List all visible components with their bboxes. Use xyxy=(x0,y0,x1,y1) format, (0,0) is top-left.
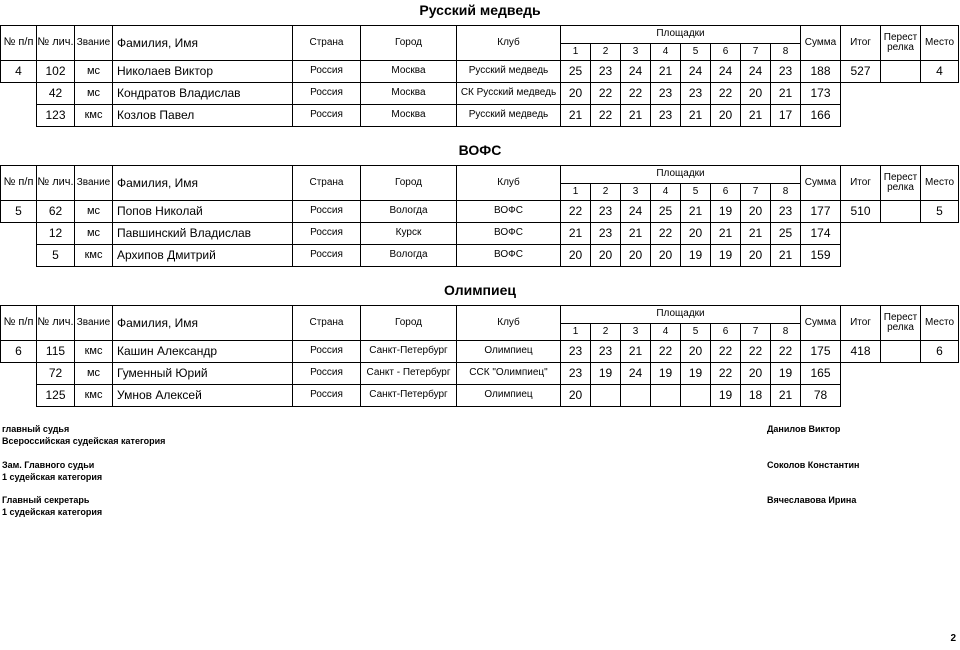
team-results-table xyxy=(0,165,959,267)
header-site-number: 5 xyxy=(681,44,711,61)
header-club: Клуб xyxy=(457,306,561,341)
empty-cell xyxy=(881,83,921,105)
empty-cell xyxy=(921,223,959,245)
license-number: 42 xyxy=(37,83,75,105)
header-site-number: 4 xyxy=(651,324,681,341)
empty-cell xyxy=(921,363,959,385)
license-number: 62 xyxy=(37,201,75,223)
site-score: 23 xyxy=(651,105,681,127)
site-score: 20 xyxy=(741,245,771,267)
site-score: 23 xyxy=(561,341,591,363)
official-chief-secretary xyxy=(2,494,102,518)
site-score: 22 xyxy=(651,223,681,245)
header-site-number: 5 xyxy=(681,184,711,201)
site-score: 24 xyxy=(621,61,651,83)
athlete-name: Архипов Дмитрий xyxy=(113,245,293,267)
athlete-name: Кашин Александр xyxy=(113,341,293,363)
header-rank: Звание xyxy=(75,26,113,61)
athlete-name: Павшинский Владислав xyxy=(113,223,293,245)
site-score: 21 xyxy=(651,61,681,83)
site-score: 23 xyxy=(771,201,801,223)
team-place: 6 xyxy=(921,341,959,363)
site-score: 23 xyxy=(681,83,711,105)
header-site-number: 5 xyxy=(681,324,711,341)
header-site-number: 8 xyxy=(771,44,801,61)
site-score: 20 xyxy=(681,341,711,363)
site-score: 24 xyxy=(741,61,771,83)
site-score xyxy=(651,385,681,407)
athlete-country: Россия xyxy=(293,385,361,407)
header-city: Город xyxy=(361,306,457,341)
athlete-row xyxy=(1,223,959,245)
empty-cell xyxy=(1,223,37,245)
header-shootoff: Перест релка xyxy=(881,26,921,61)
empty-cell xyxy=(841,105,881,127)
site-score: 18 xyxy=(741,385,771,407)
official-role: Главный секретарь xyxy=(2,495,90,505)
header-site-number: 4 xyxy=(651,44,681,61)
team-position: 4 xyxy=(1,61,37,83)
athlete-name: Гуменный Юрий xyxy=(113,363,293,385)
athlete-club: СК Русский медведь xyxy=(457,83,561,105)
site-score: 23 xyxy=(591,61,621,83)
header-sum: Сумма xyxy=(801,26,841,61)
site-score: 20 xyxy=(651,245,681,267)
empty-cell xyxy=(841,245,881,267)
athlete-country: Россия xyxy=(293,223,361,245)
license-number: 115 xyxy=(37,341,75,363)
site-score: 21 xyxy=(621,341,651,363)
header-name: Фамилия, Имя xyxy=(113,26,293,61)
site-score: 19 xyxy=(711,245,741,267)
official-role: Зам. Главного судьи xyxy=(2,460,95,470)
score-sum: 78 xyxy=(801,385,841,407)
header-site-number: 8 xyxy=(771,324,801,341)
site-score: 21 xyxy=(741,105,771,127)
team-title: ВОФС xyxy=(458,142,502,158)
athlete-club: Олимпиец xyxy=(457,385,561,407)
athlete-city: Вологда xyxy=(361,201,457,223)
athlete-city: Москва xyxy=(361,83,457,105)
site-score: 21 xyxy=(771,245,801,267)
site-score: 25 xyxy=(651,201,681,223)
score-sum: 174 xyxy=(801,223,841,245)
site-score: 22 xyxy=(591,105,621,127)
site-score: 20 xyxy=(561,83,591,105)
official-chief-judge-name: Данилов Виктор xyxy=(767,424,841,434)
score-sum: 166 xyxy=(801,105,841,127)
license-number: 102 xyxy=(37,61,75,83)
athlete-row xyxy=(1,341,959,363)
score-sum: 188 xyxy=(801,61,841,83)
site-score: 21 xyxy=(771,83,801,105)
site-score: 24 xyxy=(681,61,711,83)
athlete-country: Россия xyxy=(293,83,361,105)
header-site-number: 2 xyxy=(591,44,621,61)
site-score: 22 xyxy=(591,83,621,105)
site-score: 24 xyxy=(711,61,741,83)
athlete-city: Санкт-Петербург xyxy=(361,385,457,407)
header-rank: Звание xyxy=(75,166,113,201)
header-country: Страна xyxy=(293,306,361,341)
empty-cell xyxy=(881,223,921,245)
header-sites: Площадки xyxy=(561,26,801,44)
empty-cell xyxy=(1,363,37,385)
athlete-name: Николаев Виктор xyxy=(113,61,293,83)
header-num-lic: № лич. xyxy=(37,26,75,61)
official-deputy-judge-name: Соколов Константин xyxy=(767,460,860,470)
team-place: 4 xyxy=(921,61,959,83)
header-site-number: 6 xyxy=(711,324,741,341)
site-score: 19 xyxy=(681,245,711,267)
site-score: 25 xyxy=(561,61,591,83)
site-score: 23 xyxy=(591,341,621,363)
athlete-country: Россия xyxy=(293,105,361,127)
site-score: 21 xyxy=(741,223,771,245)
athlete-country: Россия xyxy=(293,341,361,363)
header-site-number: 1 xyxy=(561,324,591,341)
athlete-rank: мс xyxy=(75,83,113,105)
header-place: Место xyxy=(921,166,959,201)
athlete-city: Москва xyxy=(361,61,457,83)
site-score: 20 xyxy=(561,245,591,267)
header-total: Итог xyxy=(841,26,881,61)
shootoff-cell xyxy=(881,341,921,363)
header-site-number: 6 xyxy=(711,44,741,61)
athlete-name: Попов Николай xyxy=(113,201,293,223)
header-country: Страна xyxy=(293,26,361,61)
score-sum: 175 xyxy=(801,341,841,363)
header-sites: Площадки xyxy=(561,306,801,324)
header-num-lic: № лич. xyxy=(37,306,75,341)
athlete-rank: кмс xyxy=(75,385,113,407)
shootoff-cell xyxy=(881,201,921,223)
team-results-table xyxy=(0,305,959,407)
athlete-row xyxy=(1,201,959,223)
header-site-number: 3 xyxy=(621,324,651,341)
site-score: 20 xyxy=(621,245,651,267)
site-score: 23 xyxy=(561,363,591,385)
site-score: 20 xyxy=(741,201,771,223)
header-sum: Сумма xyxy=(801,166,841,201)
site-score: 20 xyxy=(561,385,591,407)
site-score: 23 xyxy=(771,61,801,83)
empty-cell xyxy=(841,223,881,245)
header-num-pp: № п/п xyxy=(1,26,37,61)
empty-cell xyxy=(921,385,959,407)
header-place: Место xyxy=(921,306,959,341)
site-score: 20 xyxy=(711,105,741,127)
header-sum: Сумма xyxy=(801,306,841,341)
site-score: 20 xyxy=(591,245,621,267)
team-total: 418 xyxy=(841,341,881,363)
header-site-number: 8 xyxy=(771,184,801,201)
header-club: Клуб xyxy=(457,26,561,61)
license-number: 123 xyxy=(37,105,75,127)
header-site-number: 7 xyxy=(741,324,771,341)
header-site-number: 1 xyxy=(561,44,591,61)
athlete-city: Москва xyxy=(361,105,457,127)
athlete-row xyxy=(1,385,959,407)
athlete-city: Санкт-Петербург xyxy=(361,341,457,363)
header-site-number: 3 xyxy=(621,184,651,201)
header-row xyxy=(1,26,959,44)
header-place: Место xyxy=(921,26,959,61)
athlete-name: Козлов Павел xyxy=(113,105,293,127)
team-position: 6 xyxy=(1,341,37,363)
header-site-number: 2 xyxy=(591,324,621,341)
athlete-club: Русский медведь xyxy=(457,61,561,83)
site-score xyxy=(591,385,621,407)
official-chief-judge xyxy=(2,423,165,447)
athlete-club: ВОФС xyxy=(457,223,561,245)
score-sum: 165 xyxy=(801,363,841,385)
site-score: 24 xyxy=(621,363,651,385)
site-score: 21 xyxy=(711,223,741,245)
site-score: 20 xyxy=(741,363,771,385)
header-site-number: 6 xyxy=(711,184,741,201)
athlete-rank: кмс xyxy=(75,105,113,127)
athlete-club: Русский медведь xyxy=(457,105,561,127)
empty-cell xyxy=(841,385,881,407)
athlete-rank: мс xyxy=(75,363,113,385)
header-row xyxy=(1,166,959,184)
empty-cell xyxy=(921,245,959,267)
athlete-country: Россия xyxy=(293,245,361,267)
page-number: 2 xyxy=(950,633,956,644)
header-site-number: 3 xyxy=(621,44,651,61)
site-score: 19 xyxy=(711,385,741,407)
athlete-rank: кмс xyxy=(75,341,113,363)
header-city: Город xyxy=(361,26,457,61)
site-score: 24 xyxy=(621,201,651,223)
athlete-club: Олимпиец xyxy=(457,341,561,363)
site-score: 21 xyxy=(561,105,591,127)
empty-cell xyxy=(881,245,921,267)
site-score: 23 xyxy=(591,223,621,245)
athlete-name: Умнов Алексей xyxy=(113,385,293,407)
site-score: 21 xyxy=(621,105,651,127)
header-num-lic: № лич. xyxy=(37,166,75,201)
header-name: Фамилия, Имя xyxy=(113,306,293,341)
header-site-number: 2 xyxy=(591,184,621,201)
header-shootoff: Перест релка xyxy=(881,166,921,201)
site-score: 22 xyxy=(621,83,651,105)
empty-cell xyxy=(1,105,37,127)
athlete-row xyxy=(1,105,959,127)
athlete-city: Курск xyxy=(361,223,457,245)
athlete-country: Россия xyxy=(293,61,361,83)
header-num-pp: № п/п xyxy=(1,306,37,341)
official-deputy-judge xyxy=(2,459,102,483)
site-score xyxy=(621,385,651,407)
athlete-city: Санкт - Петербург xyxy=(361,363,457,385)
site-score: 22 xyxy=(711,363,741,385)
official-category: 1 судейская категория xyxy=(2,507,103,517)
team-total: 527 xyxy=(841,61,881,83)
header-name: Фамилия, Имя xyxy=(113,166,293,201)
header-total: Итог xyxy=(841,306,881,341)
header-site-number: 4 xyxy=(651,184,681,201)
header-sites: Площадки xyxy=(561,166,801,184)
site-score: 22 xyxy=(771,341,801,363)
license-number: 5 xyxy=(37,245,75,267)
header-row xyxy=(1,306,959,324)
site-score: 21 xyxy=(681,201,711,223)
header-site-number: 7 xyxy=(741,44,771,61)
athlete-rank: кмс xyxy=(75,245,113,267)
site-score: 22 xyxy=(711,83,741,105)
header-site-number: 7 xyxy=(741,184,771,201)
header-city: Город xyxy=(361,166,457,201)
official-category: 1 судейская категория xyxy=(2,472,103,482)
athlete-rank: мс xyxy=(75,201,113,223)
header-site-number: 1 xyxy=(561,184,591,201)
empty-cell xyxy=(881,385,921,407)
site-score xyxy=(681,385,711,407)
empty-cell xyxy=(921,83,959,105)
team-total: 510 xyxy=(841,201,881,223)
athlete-rank: мс xyxy=(75,223,113,245)
official-category: Всероссийская судейская категория xyxy=(2,436,166,446)
empty-cell xyxy=(921,105,959,127)
site-score: 19 xyxy=(651,363,681,385)
official-chief-secretary-name: Вячеславова Ирина xyxy=(767,495,857,505)
athlete-name: Кондратов Владислав xyxy=(113,83,293,105)
site-score: 22 xyxy=(711,341,741,363)
site-score: 23 xyxy=(591,201,621,223)
athlete-country: Россия xyxy=(293,363,361,385)
athlete-city: Вологда xyxy=(361,245,457,267)
score-sum: 173 xyxy=(801,83,841,105)
site-score: 19 xyxy=(681,363,711,385)
athlete-row xyxy=(1,245,959,267)
site-score: 19 xyxy=(591,363,621,385)
team-position: 5 xyxy=(1,201,37,223)
athlete-row xyxy=(1,363,959,385)
license-number: 72 xyxy=(37,363,75,385)
header-country: Страна xyxy=(293,166,361,201)
empty-cell xyxy=(881,105,921,127)
athlete-row xyxy=(1,83,959,105)
empty-cell xyxy=(881,363,921,385)
empty-cell xyxy=(841,83,881,105)
athlete-country: Россия xyxy=(293,201,361,223)
official-role: главный судья xyxy=(2,424,70,434)
empty-cell xyxy=(1,385,37,407)
shootoff-cell xyxy=(881,61,921,83)
empty-cell xyxy=(1,245,37,267)
athlete-club: ВОФС xyxy=(457,245,561,267)
header-rank: Звание xyxy=(75,306,113,341)
site-score: 22 xyxy=(741,341,771,363)
header-shootoff: Перест релка xyxy=(881,306,921,341)
site-score: 19 xyxy=(771,363,801,385)
team-title: Олимпиец xyxy=(443,282,517,298)
site-score: 23 xyxy=(651,83,681,105)
site-score: 21 xyxy=(621,223,651,245)
license-number: 125 xyxy=(37,385,75,407)
license-number: 12 xyxy=(37,223,75,245)
site-score: 17 xyxy=(771,105,801,127)
site-score: 22 xyxy=(651,341,681,363)
header-total: Итог xyxy=(841,166,881,201)
site-score: 20 xyxy=(741,83,771,105)
athlete-club: ССК "Олимпиец" xyxy=(457,363,561,385)
empty-cell xyxy=(841,363,881,385)
score-sum: 177 xyxy=(801,201,841,223)
site-score: 19 xyxy=(711,201,741,223)
site-score: 21 xyxy=(561,223,591,245)
site-score: 22 xyxy=(561,201,591,223)
header-num-pp: № п/п xyxy=(1,166,37,201)
athlete-club: ВОФС xyxy=(457,201,561,223)
header-club: Клуб xyxy=(457,166,561,201)
team-results-table xyxy=(0,25,959,127)
site-score: 21 xyxy=(681,105,711,127)
site-score: 20 xyxy=(681,223,711,245)
score-sum: 159 xyxy=(801,245,841,267)
athlete-rank: мс xyxy=(75,61,113,83)
athlete-row xyxy=(1,61,959,83)
empty-cell xyxy=(1,83,37,105)
team-place: 5 xyxy=(921,201,959,223)
site-score: 25 xyxy=(771,223,801,245)
team-title: Русский медведь xyxy=(419,2,541,18)
site-score: 21 xyxy=(771,385,801,407)
